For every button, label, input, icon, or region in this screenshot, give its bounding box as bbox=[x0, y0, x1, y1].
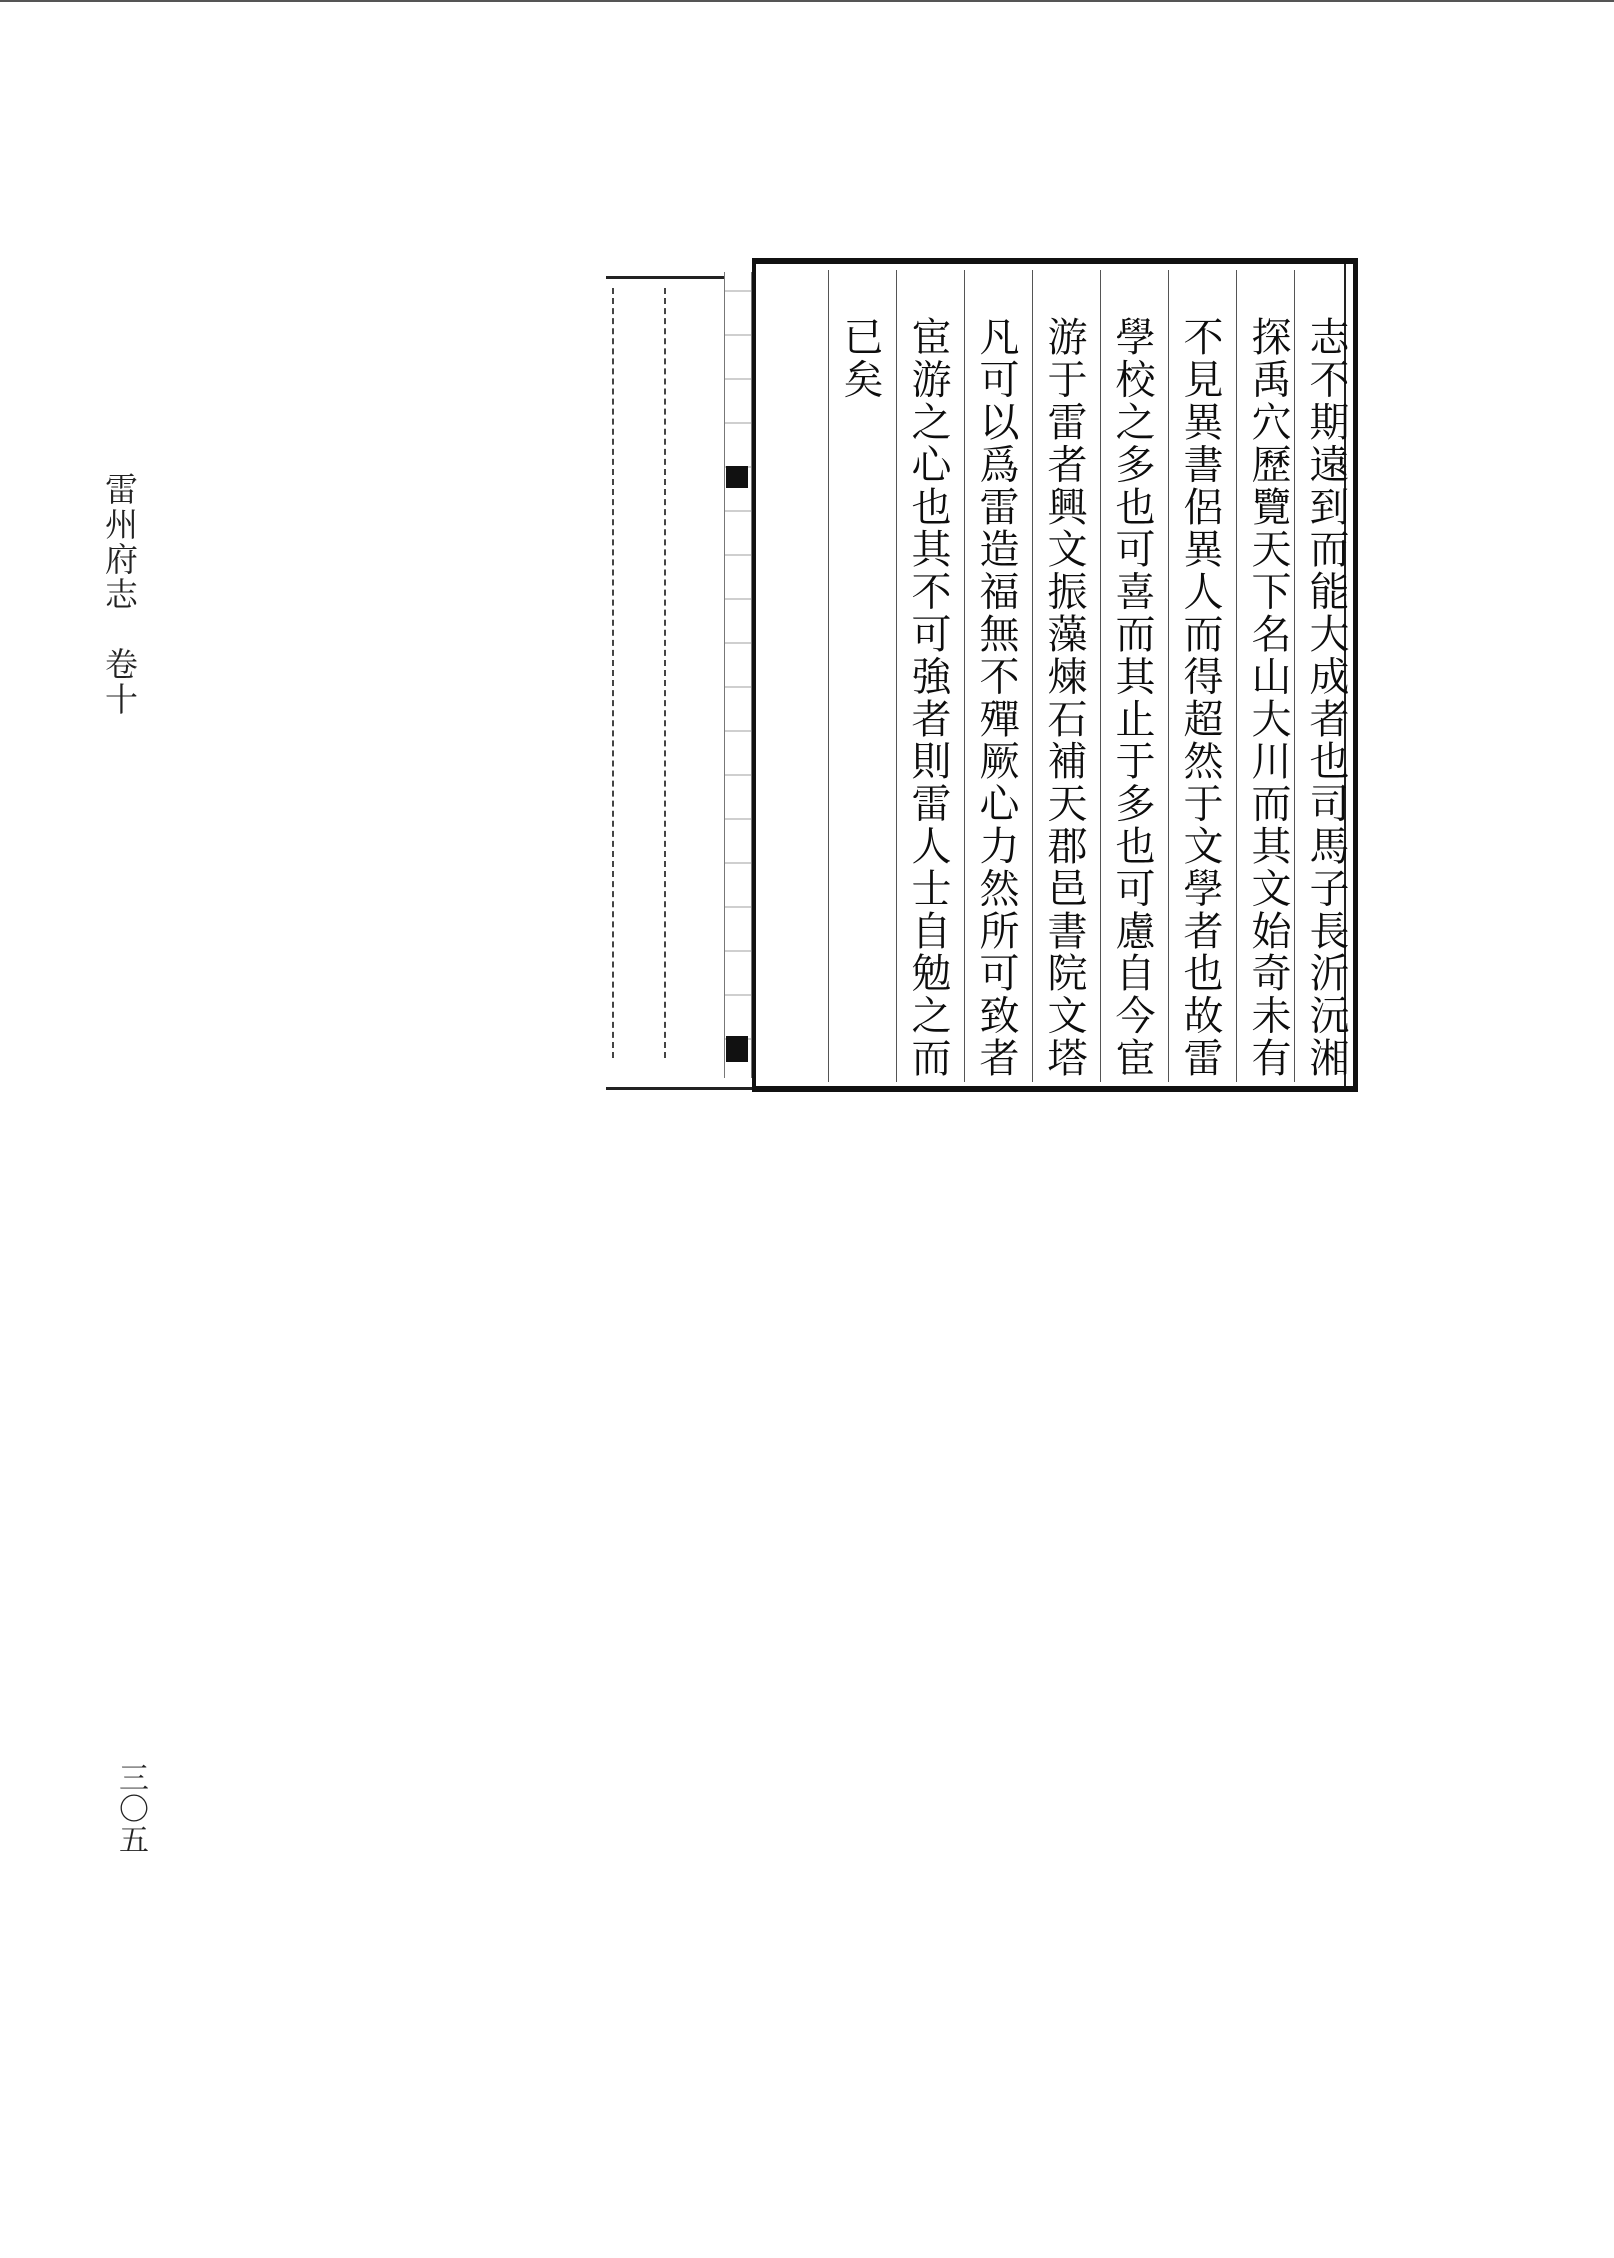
frame-top bbox=[754, 258, 1358, 264]
column-ruling bbox=[828, 270, 829, 1082]
column-ruling bbox=[896, 270, 897, 1082]
fold-fishtail-mark bbox=[726, 466, 748, 488]
frame-left bbox=[752, 258, 756, 1092]
fold-center-strip bbox=[724, 272, 752, 1078]
column-ruling bbox=[1168, 270, 1169, 1082]
scan-top-edge bbox=[0, 0, 1614, 2]
fold-ruling bbox=[612, 288, 615, 1058]
frame-bottom bbox=[754, 1086, 1358, 1092]
text-column-2: 探禹穴歷覽天下名山大川而其文始奇未有 bbox=[1245, 316, 1291, 1080]
column-ruling bbox=[1100, 270, 1101, 1082]
woodblock-panel bbox=[606, 258, 1358, 1092]
column-ruling bbox=[1236, 270, 1237, 1082]
text-column-1: 志不期遠到而能大成者也司馬子長沂沅湘 bbox=[1303, 316, 1349, 1080]
fold-bottom-mark bbox=[726, 1036, 748, 1062]
text-column-5: 游于雷者興文振藻煉石補天郡邑書院文塔 bbox=[1041, 316, 1087, 1080]
column-ruling bbox=[964, 270, 965, 1082]
fold-ruling bbox=[664, 288, 667, 1058]
page-number: 三〇五 bbox=[113, 1762, 148, 1855]
text-column-6: 凡可以爲雷造福無不殫厥心力然所可致者 bbox=[973, 316, 1019, 1080]
text-column-8: 已矣 bbox=[837, 316, 883, 401]
running-title: 雷州府志 卷十 bbox=[100, 472, 139, 717]
column-ruling bbox=[1032, 270, 1033, 1082]
text-column-4: 學校之多也可喜而其止于多也可慮自今宦 bbox=[1109, 316, 1155, 1080]
fold-bottom-border bbox=[606, 1087, 754, 1090]
text-column-3: 不見異書侶異人而得超然于文學者也故雷 bbox=[1177, 316, 1223, 1080]
text-column-7: 宦游之心也其不可強者則雷人士自勉之而 bbox=[905, 316, 951, 1080]
